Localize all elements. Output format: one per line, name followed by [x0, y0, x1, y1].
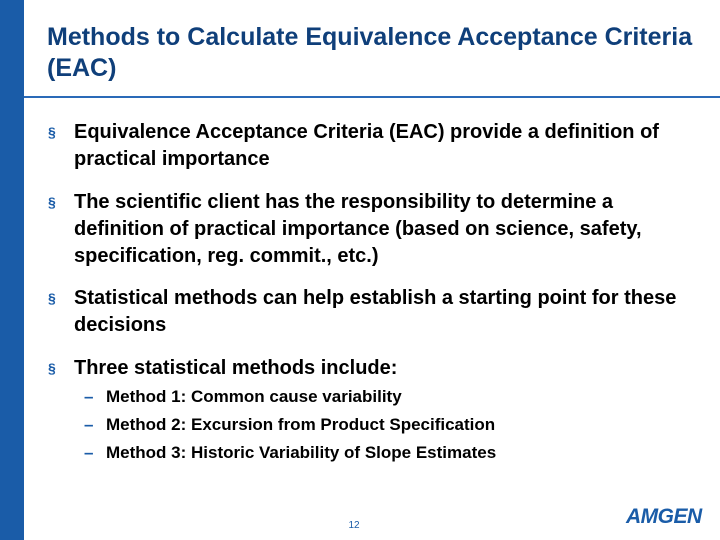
slide-title: Methods to Calculate Equivalence Acceptance Criteria (EAC) [47, 23, 693, 82]
bullet-text: Three statistical methods include: [74, 357, 398, 379]
title-divider [24, 96, 720, 98]
bullet-text: Statistical methods can help establish a starting point for these decisions [74, 287, 677, 336]
sub-bullet-item [84, 383, 496, 411]
bullet-text: The scientific client has the responsibility to determine a definition of practical importance (based on science, safety, specification, reg. commit., etc.) [74, 191, 642, 267]
dash-marker-icon: – [84, 415, 94, 434]
page-number: 12 [348, 520, 360, 531]
bullet-marker-icon: § [48, 360, 56, 376]
bullet-item [48, 355, 698, 382]
dash-marker-icon: – [84, 443, 94, 462]
sub-bullet-list [84, 383, 496, 467]
bullet-marker-icon: § [48, 290, 56, 306]
sub-bullet-item [84, 439, 496, 467]
amgen-logo: AMGEN [626, 505, 702, 528]
bullet-text: Equivalence Acceptance Criteria (EAC) provide a definition of practical importance [74, 121, 659, 170]
sub-bullet-item [84, 411, 496, 439]
sub-bullet-text: Method 3: Historic Variability of Slope Estimates [106, 443, 497, 462]
sub-bullet-text: Method 2: Excursion from Product Specification [106, 415, 496, 434]
sub-bullet-text: Method 1: Common cause variability [106, 387, 402, 406]
bullet-item [48, 119, 698, 173]
dash-marker-icon: – [84, 387, 94, 406]
bullet-marker-icon: § [48, 124, 56, 140]
left-accent-bar [0, 0, 24, 540]
bullet-item [48, 285, 698, 339]
bullet-item [48, 189, 698, 270]
bullet-marker-icon: § [48, 194, 56, 210]
